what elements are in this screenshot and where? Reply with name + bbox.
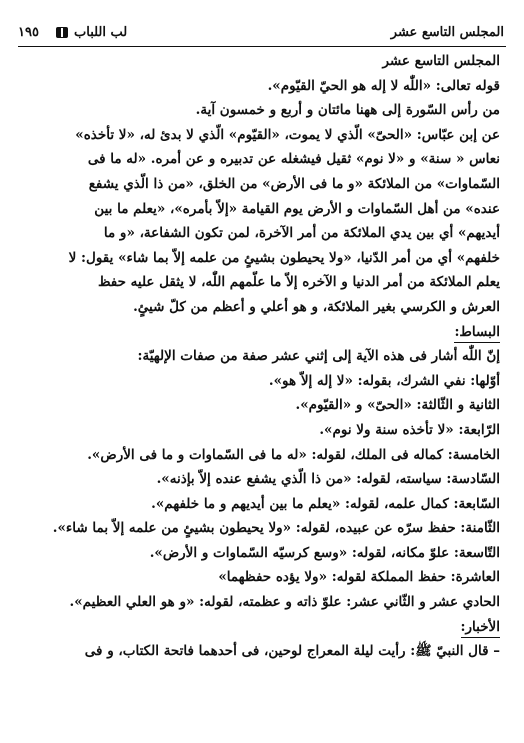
text-line: أيديهم» أي بين يدي الملائكة من أمر الآخرة، لمن تكون الشفاعة، «و ما xyxy=(103,225,500,242)
text-line: السّادسة: سياسته، لقوله: «من ذا الّذي يشفع عنده إلاّ بإذنه». xyxy=(156,471,500,488)
text-line: الثانية و الثّالثة: «الحىّ» و «القيّوم». xyxy=(295,397,500,414)
section-heading-basat: البساط: xyxy=(454,322,500,343)
text-line: السّابعة: كمال علمه، لقوله: «يعلم ما بين أيديهم و ما خلفهم». xyxy=(151,495,500,512)
book-icon xyxy=(56,27,68,38)
page-body xyxy=(22,49,500,664)
text-line: من رأس السّورة إلى ههنا مائتان و أربع و خمسون آية. xyxy=(195,102,500,119)
text-line: العاشرة: حفظ المملكة لقوله: «ولا يؤده حفظهما» xyxy=(218,569,500,586)
text-line: خلفهم» أي من أمر الدّنيا، «ولا يحيطون بشيئٍ من علمه إلاّ بما شاء» يقول: لا xyxy=(68,249,500,266)
header-title: المجلس التاسع عشر xyxy=(390,25,504,40)
section-heading-akhbar: الأخبار: xyxy=(461,617,501,638)
running-header xyxy=(18,24,506,46)
text-line: – قال النبيّ ﷺ: رأيت ليلة المعراج لوحين، فى أحدهما فاتحة الكتاب، و فى xyxy=(84,643,500,660)
header-rule xyxy=(18,46,506,47)
text-line: قوله تعالى: «اللّٰه لا إله هو الحيّ القيّوم». xyxy=(267,77,500,94)
text-line: الرّابعة: «لا تأخذه سنة ولا نوم». xyxy=(319,421,500,438)
page-number: ١٩٥ xyxy=(18,25,39,40)
text-line: الثّامنة: حفظ سرّه عن عبيده، لقوله: «ولا يحيطون بشيئٍ من علمه إلاّ بما شاء». xyxy=(52,520,500,537)
text-line: عنده» من أهل السّماوات و الأرض يوم القيامة «إلاّ بأمره»، «يعلم ما بين xyxy=(94,200,500,217)
text-line: يعلم الملائكة من أمر الدنيا و الآخره إلاّ ما علّمهم اللّٰه، لا يثقل عليه حفظ xyxy=(97,274,500,291)
text-line: عن إبن عبّاس: «الحىّ» الّذي لا يموت، «القيّوم» الّذي لا بدئ له، «لا تأخذه» xyxy=(75,126,500,143)
text-line: إنّ اللّٰه أشار فى هذه الآية إلى إثني عشر صفة من صفات الإلهيّة: xyxy=(137,348,500,365)
text-line: السّماوات» من الملائكة «و ما فى الأرض» من الخلق، «من ذا الّذي يشفع xyxy=(88,175,500,192)
text-line: نعاس « سنة» و «لا نوم» ثقيل فيشغله عن تدبيره و عن أمره. «له ما فى xyxy=(87,151,500,168)
text-line: أوّلها: نفي الشرك، بقوله: «لا إله إلاّ هو». xyxy=(268,372,500,389)
text-line: الحادي عشر و الثّاني عشر: علوّ ذاته و عظمته، لقوله: «و هو العلي العظيم». xyxy=(69,594,500,611)
header-book-title: لب اللباب xyxy=(74,25,128,40)
text-line: الخامسة: كماله فى الملك، لقوله: «له ما فى السّماوات و ما فى الأرض». xyxy=(87,446,500,463)
text-line: العرش و الكرسي بغير الملائكة، و هو أعلي و أعظم من كلّ شيئٍ. xyxy=(133,298,500,315)
section-heading: المجلس التاسع عشر xyxy=(382,53,500,69)
text-line: التّاسعة: علوّ مكانه، لقوله: «وسع كرسيّه السّماوات و الأرض». xyxy=(149,544,500,561)
